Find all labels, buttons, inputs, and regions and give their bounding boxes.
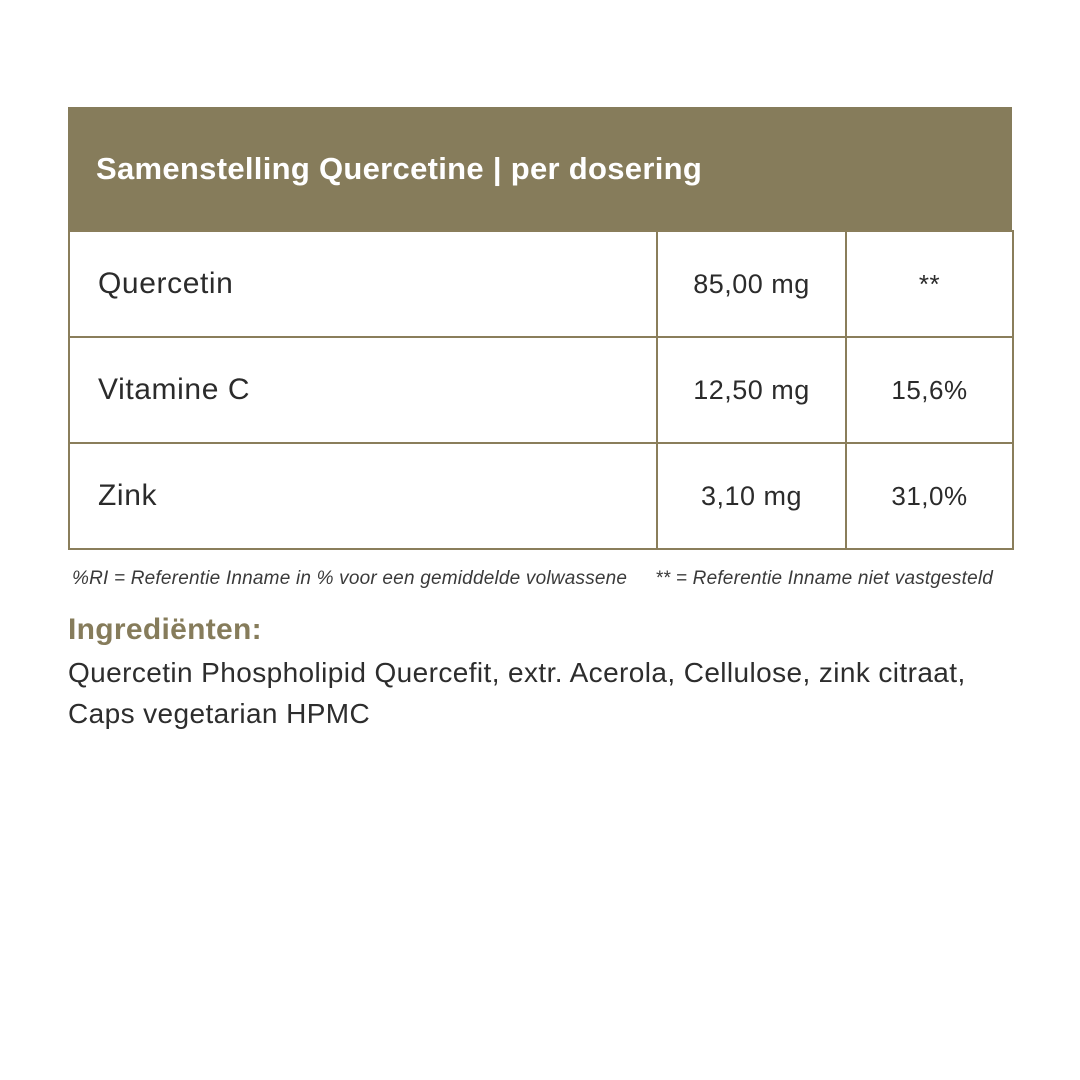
ingredient-name-cell: Quercetin (69, 231, 657, 337)
composition-table-title: Samenstelling Quercetine | per dosering (96, 150, 703, 186)
amount-cell: 85,00 mg (657, 231, 846, 337)
asterisk-footnote: ** = Referentie Inname niet vastgesteld (655, 568, 994, 589)
ingredients-heading: Ingrediënten: (68, 613, 262, 646)
footnotes (68, 568, 1012, 590)
ri-percent-cell: 31,0% (846, 443, 1013, 549)
ingredient-name-cell: Zink (69, 443, 657, 549)
composition-table-header (68, 107, 1012, 230)
table-row (69, 231, 1013, 337)
table-row (69, 443, 1013, 549)
ingredients-section (68, 612, 1012, 734)
ingredients-text: Quercetin Phospholipid Quercefit, extr. Acerola, Cellulose, zink citraat, Caps vegetarian HPMC (68, 657, 966, 729)
composition-table (68, 230, 1014, 550)
amount-cell: 12,50 mg (657, 337, 846, 443)
ri-percent-cell: ** (846, 231, 1013, 337)
ri-percent-cell: 15,6% (846, 337, 1013, 443)
ingredient-name-cell: Vitamine C (69, 337, 657, 443)
table-row (69, 337, 1013, 443)
amount-cell: 3,10 mg (657, 443, 846, 549)
label-block (68, 107, 1012, 734)
ri-footnote: %RI = Referentie Inname in % voor een gemiddelde volwassene (72, 568, 628, 589)
